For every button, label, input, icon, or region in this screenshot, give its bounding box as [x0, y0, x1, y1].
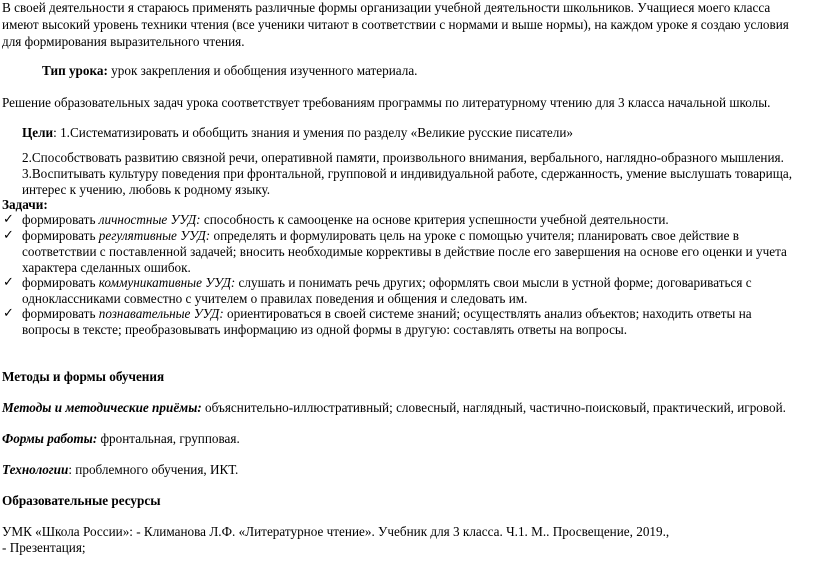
task-2-prefix: формировать — [22, 228, 99, 243]
task-2-text: определять и формулировать цель на уроке с помощью учителя; планировать свое действие в — [210, 228, 739, 243]
task-4-line-2: вопросы в тексте; преобразовывать информацию из одной формы в другую: составлять ответы на вопросы. — [22, 322, 628, 337]
checkmark-icon: ✓ — [3, 212, 14, 227]
task-1-prefix: формировать — [22, 212, 96, 227]
checkmark-icon: ✓ — [3, 306, 14, 321]
task-4-prefix: формировать — [22, 306, 99, 321]
task-1-term: личностные УУД: — [95, 212, 201, 227]
lesson-type — [42, 63, 417, 79]
technologies-line — [2, 462, 238, 478]
goal-1-text: : 1.Систематизировать и обобщить знания и умения по разделу «Великие русские писатели» — [53, 125, 573, 140]
task-3-line-2: одноклассниками совместно с учителем о правилах поведения и общения и следовать им. — [22, 291, 528, 306]
resources-line-2: - Презентация; — [2, 540, 86, 555]
methods-line — [2, 400, 786, 416]
task-4-line-1 — [22, 306, 752, 322]
lesson-type-value: урок закрепления и обобщения изученного материала. — [107, 63, 418, 78]
goals-label: Цели — [22, 125, 54, 140]
task-2-line-2: соответствии с поставленной задачей; вносить необходимые коррективы в действие после его завершения на основе его оценки и учета — [22, 244, 787, 259]
goal-2: 2.Способствовать развитию связной речи, оперативной памяти, произвольного внимания, вербального, наглядно-образного мышления. — [22, 150, 784, 165]
forms-line — [2, 431, 240, 447]
methods-value: объяснительно-иллюстративный; словесный, наглядный, частично-поисковый, практический, игровой. — [201, 400, 786, 415]
task-1-text: способность к самооценке на основе критерия успешности учебной деятельности. — [200, 212, 669, 227]
tasks-heading: Задачи: — [2, 197, 48, 212]
lesson-type-label: Тип урока: — [42, 63, 108, 78]
program-line: Решение образовательных задач урока соответствует требованиям программы по литературному чтению для 3 класса начальной школы. — [2, 95, 771, 110]
goal-1 — [22, 125, 573, 141]
checkmark-icon: ✓ — [3, 275, 14, 290]
task-2-term: регулятивные УУД: — [98, 228, 211, 243]
forms-value: фронтальная, групповая. — [97, 431, 240, 446]
technologies-value: : проблемного обучения, ИКТ. — [68, 462, 239, 477]
intro-line-2: имеют высокий уровень техники чтения (все ученики читают в соответствии с нормами и выше нормы), на каждом уроке я создаю условия — [2, 17, 789, 32]
task-3-prefix: формировать — [22, 275, 99, 290]
intro-line-3: для формирования выразительного чтения. — [2, 34, 245, 49]
task-4-term: познавательные УУД: — [98, 306, 224, 321]
task-2-line-1 — [22, 228, 739, 244]
technologies-label: Технологии — [2, 462, 69, 477]
checkmark-icon: ✓ — [3, 228, 14, 243]
task-3-line-1 — [22, 275, 752, 291]
task-2-line-3: характера сделанных ошибок. — [22, 260, 191, 275]
methods-label: Методы и методические приёмы: — [2, 400, 202, 415]
resources-line-1: УМК «Школа России»: - Климанова Л.Ф. «Литературное чтение». Учебник для 3 класса. Ч.1. М.. Просвещение, 2019., — [2, 524, 670, 539]
goal-3-line-2: интерес к учению, любовь к родному языку. — [22, 182, 271, 197]
forms-label: Формы работы: — [2, 431, 98, 446]
goal-3-line-1: 3.Воспитывать культуру поведения при фронтальной, групповой и индивидуальной работе, сдержанность, умение выслушать товарища, — [22, 166, 793, 181]
intro-line-1: В своей деятельности я стараюсь применять различные формы организации учебной деятельности школьников. Учащиеся моего класса — [2, 0, 771, 15]
task-3-term: коммуникативные УУД: — [98, 275, 236, 290]
task-1-line-1 — [22, 212, 669, 228]
methods-heading: Методы и формы обучения — [2, 369, 165, 384]
task-4-text: ориентироваться в своей системе знаний; осуществлять анализ объектов; находить ответы на — [223, 306, 752, 321]
task-3-text: слушать и понимать речь других; оформлять свои мысли в устной форме; договариваться с — [235, 275, 752, 290]
resources-heading: Образовательные ресурсы — [2, 493, 161, 508]
